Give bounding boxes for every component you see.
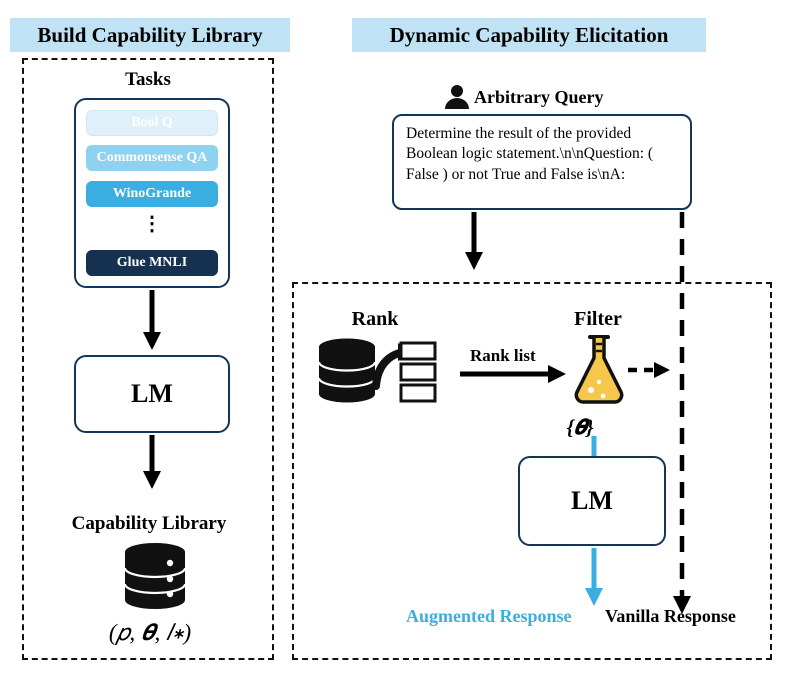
task-pill-commonsense-qa[interactable] bbox=[86, 145, 218, 171]
capability-library-label: Capability Library bbox=[71, 513, 227, 534]
right-lm-label: LM bbox=[571, 486, 613, 515]
right-section-title: Dynamic Capability Elicitation bbox=[352, 18, 706, 52]
task-pill-winogrande[interactable] bbox=[86, 181, 218, 207]
rank-list-label: Rank list bbox=[470, 346, 536, 365]
dashed-arrow-filter-to-vanilla bbox=[628, 360, 676, 380]
right-lm-box bbox=[518, 456, 666, 546]
task-pill-label: Commonsense QA bbox=[96, 150, 208, 165]
query-text: Determine the result of the provided Boolean logic statement.\n\nQuestion: ( False ) or not True and False is\nA: bbox=[406, 125, 654, 183]
query-text-box[interactable] bbox=[392, 114, 692, 210]
database-icon bbox=[124, 542, 186, 610]
vanilla-response-label: Vanilla Response bbox=[605, 606, 736, 626]
arrow-tasks-to-lm bbox=[140, 290, 164, 352]
augmented-response-label: Augmented Response bbox=[406, 606, 572, 626]
rank-list-icon bbox=[400, 342, 440, 404]
task-pill-label: WinoGrande bbox=[112, 186, 192, 201]
rank-database-icon bbox=[318, 338, 376, 404]
task-pill-label: Bool Q bbox=[131, 115, 173, 130]
arrow-rank-to-filter bbox=[460, 364, 570, 384]
task-pill-glue-mnli[interactable] bbox=[86, 250, 218, 276]
tasks-header: Tasks bbox=[125, 69, 171, 90]
rank-label: Rank bbox=[351, 307, 399, 330]
user-icon bbox=[444, 84, 470, 110]
tasks-ellipsis: ⋮ bbox=[142, 213, 162, 235]
arrow-lm-to-augmented bbox=[582, 548, 606, 610]
arrow-lm-to-library bbox=[140, 435, 164, 493]
left-section-title: Build Capability Library bbox=[10, 18, 290, 52]
filter-label: Filter bbox=[574, 307, 622, 330]
library-tuple-label: (𝑝, 𝜽, 𝑙∗) bbox=[108, 620, 192, 645]
flask-icon bbox=[570, 334, 628, 404]
arrow-query-to-rank bbox=[462, 212, 486, 274]
task-pill-boolq[interactable] bbox=[86, 110, 218, 136]
left-lm-box bbox=[74, 355, 230, 433]
theta-label: {𝜽} bbox=[566, 414, 594, 439]
left-lm-label: LM bbox=[131, 379, 173, 408]
arbitrary-query-label: Arbitrary Query bbox=[474, 87, 604, 107]
task-pill-label: Glue MNLI bbox=[116, 255, 188, 270]
